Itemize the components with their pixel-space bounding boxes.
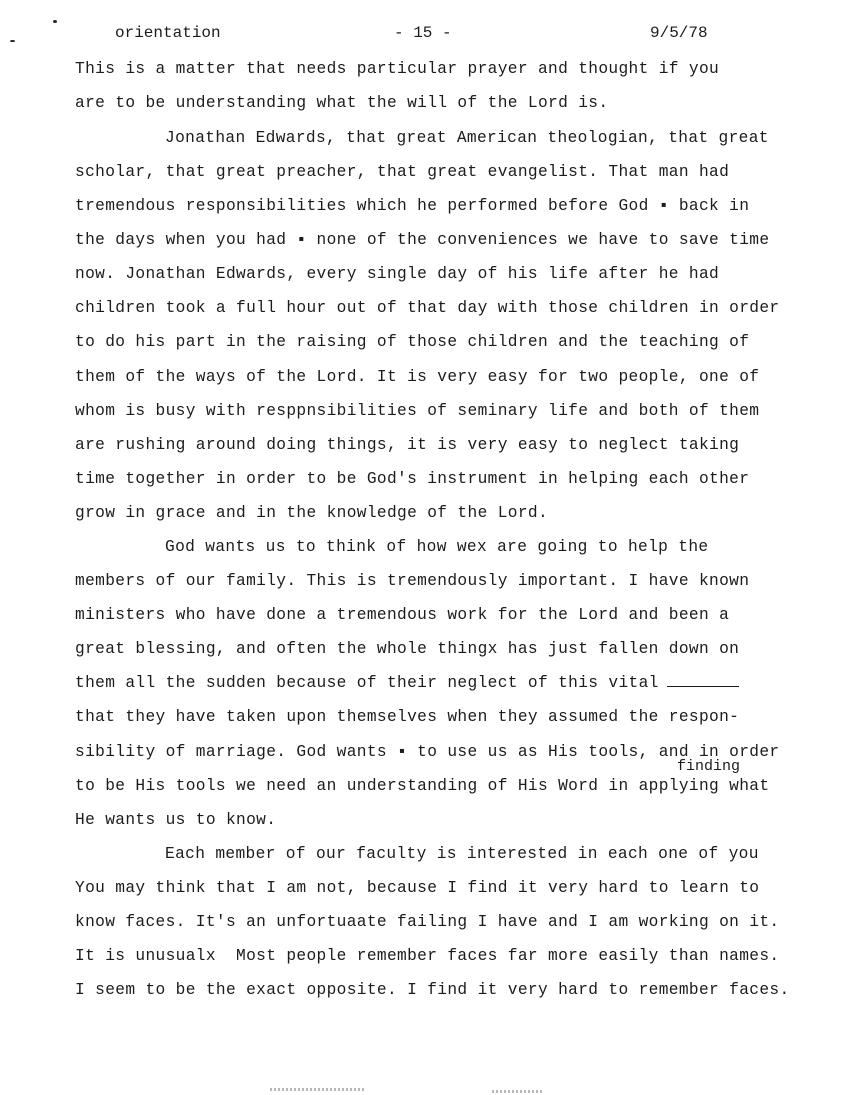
text-line: time together in order to be God's instrument in helping each other xyxy=(75,470,750,488)
text-line: ministers who have done a tremendous work for the Lord and been a xyxy=(75,606,730,624)
text-line: This is a matter that needs particular prayer and thought if you xyxy=(75,60,720,78)
text-line: to be His tools we need an understanding of His Word in applying what xyxy=(75,777,770,795)
text-line: tremendous responsibilities which he performed before God ▪ back in xyxy=(75,197,750,215)
blank-underline xyxy=(667,674,739,687)
page-number: - 15 - xyxy=(394,24,452,42)
text-line-with-blank xyxy=(75,673,739,693)
text-line: that they have taken upon themselves when they assumed the respon- xyxy=(75,708,740,726)
text-line: the days when you had ▪ none of the conveniences we have to save time xyxy=(75,231,770,249)
text-line: God wants us to think of how wex are going to help the xyxy=(165,538,709,556)
handwritten-insertion: finding xyxy=(677,758,741,775)
text-line: whom is busy with resppnsibilities of seminary life and both of them xyxy=(75,402,760,420)
text-line: Each member of our faculty is interested in each one of you xyxy=(165,845,759,863)
header-title: orientation xyxy=(115,24,221,42)
scan-smudge xyxy=(270,1088,365,1091)
text-segment: them all the sudden because of their neglect of this vital xyxy=(75,674,659,692)
text-line: It is unusualx Most people remember faces far more easily than names. xyxy=(75,947,780,965)
text-line: Jonathan Edwards, that great American theologian, that great xyxy=(165,129,769,147)
text-line: members of our family. This is tremendously important. I have known xyxy=(75,572,750,590)
text-line: I seem to be the exact opposite. I find it very hard to remember faces. xyxy=(75,981,790,999)
header-date: 9/5/78 xyxy=(650,24,708,42)
text-line: them of the ways of the Lord. It is very easy for two people, one of xyxy=(75,368,760,386)
text-line: children took a full hour out of that day with those children in order xyxy=(75,299,780,317)
text-line: know faces. It's an unfortuaate failing I have and I am working on it. xyxy=(75,913,780,931)
text-line: great blessing, and often the whole thingx has just fallen down on xyxy=(75,640,740,658)
text-line: are rushing around doing things, it is very easy to neglect taking xyxy=(75,436,740,454)
stray-mark xyxy=(53,20,57,23)
text-line: scholar, that great preacher, that great evangelist. That man had xyxy=(75,163,730,181)
text-line: to do his part in the raising of those children and the teaching of xyxy=(75,333,750,351)
text-line: grow in grace and in the knowledge of the Lord. xyxy=(75,504,549,522)
text-line: now. Jonathan Edwards, every single day of his life after he had xyxy=(75,265,720,283)
text-line: You may think that I am not, because I find it very hard to learn to xyxy=(75,879,760,897)
text-line: sibility of marriage. God wants ▪ to use us as His tools, and in order xyxy=(75,743,780,761)
stray-mark xyxy=(10,40,15,42)
scan-smudge xyxy=(492,1090,544,1093)
text-line: He wants us to know. xyxy=(75,811,277,829)
text-line: are to be understanding what the will of the Lord is. xyxy=(75,94,609,112)
